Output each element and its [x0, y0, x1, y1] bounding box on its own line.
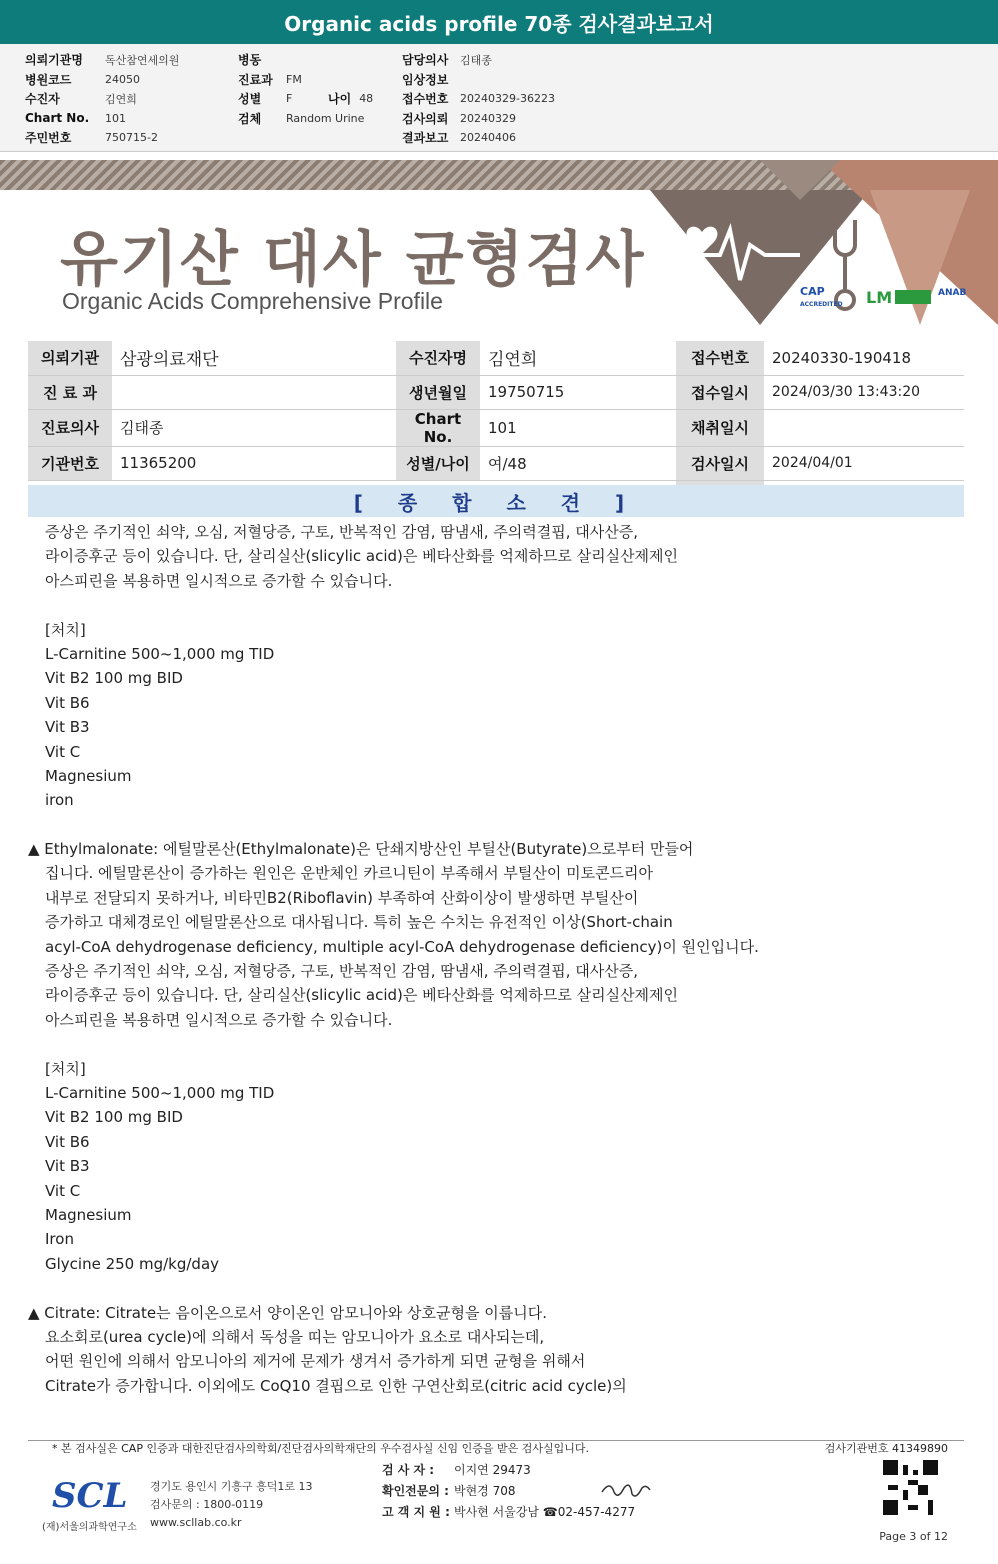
- info-value: 24050: [105, 72, 140, 86]
- info-label: 임상정보: [402, 72, 449, 87]
- confirm-label: 확인전문의 :: [382, 1484, 449, 1498]
- info-label: 결과보고: [402, 131, 449, 146]
- lm-logo: LM: [866, 288, 893, 307]
- info-value: F: [286, 92, 293, 106]
- summary-line: 아스피린을 복용하면 일시적으로 증가할 수 있습니다.: [45, 1010, 393, 1029]
- info-value: 김태종: [460, 53, 492, 67]
- info-label: 주민번호: [25, 131, 72, 146]
- support-value: 박사현 서울강남 ☎02-457-4277: [454, 1505, 636, 1519]
- sex-age-value: 여/48: [480, 446, 676, 480]
- info-value: 독산참연세의원: [105, 53, 180, 67]
- birth-label: 생년월일: [396, 375, 480, 409]
- institution-label: 의뢰기관: [28, 341, 112, 375]
- report-title-bar: [0, 0, 998, 44]
- summary-line: Vit B2 100 mg BID: [45, 1108, 183, 1127]
- info-label: 담당의사: [402, 53, 449, 68]
- test-date-label: 검사일시: [676, 446, 764, 480]
- report-title: Organic acids profile 70종 검사결과보고서: [284, 11, 714, 36]
- request-info-panel: [0, 44, 998, 152]
- sex-age-label: 성별/나이: [396, 446, 480, 480]
- summary-line: Vit B3: [45, 718, 90, 737]
- summary-line: L-Carnitine 500~1,000 mg TID: [45, 644, 275, 663]
- summary-line: Magnesium: [45, 1205, 132, 1224]
- summary-line: [28, 1032, 964, 1056]
- info-label: 성별: [238, 92, 262, 107]
- summary-line: Glycine 250 mg/kg/day: [45, 1254, 220, 1273]
- summary-line: Vit B2 100 mg BID: [45, 669, 183, 688]
- scl-address: 경기도 용인시 기흥구 흥덕1로 13: [150, 1480, 313, 1493]
- summary-line: Vit C: [45, 742, 81, 761]
- summary-line: 어떤 원인에 의해서 암모니아의 제거에 문제가 생겨서 증가하게 되면 균형을 위해서: [45, 1352, 586, 1371]
- info-label: 진료과: [238, 72, 273, 87]
- reception-no-value: 20240330-190418: [764, 341, 964, 375]
- info-label: 검체: [238, 111, 262, 126]
- test-date-value: 2024/04/01: [764, 446, 964, 480]
- dept-label: 진 료 과: [28, 375, 112, 409]
- summary-line: [처치]: [45, 1059, 86, 1078]
- scl-contact: [150, 1478, 313, 1532]
- summary-line: 내부로 전달되지 못하거나, 비타민B2(Riboflavin) 부족하여 산화이상이 발생하면 부틸산이: [45, 888, 639, 907]
- doctor-label: 진료의사: [28, 409, 112, 446]
- support-label: 고 객 지 원 :: [382, 1505, 450, 1519]
- info-label: 검사의뢰: [402, 111, 449, 126]
- info-value: 750715-2: [105, 131, 158, 145]
- dept-value: [112, 375, 396, 409]
- footer-note: * 본 검사실은 CAP 인증과 대한진단검사의학회/진단검사의학재단의 우수검사실 신임 인증을 받은 검사실입니다.: [52, 1442, 590, 1455]
- summary-line: ▲ Citrate: Citrate는 음이온으로서 양이온인 암모니아와 상호균형을 이룹니다.: [28, 1303, 547, 1322]
- info-column-1: [25, 50, 179, 148]
- chart-no-value: 101: [480, 409, 676, 446]
- summary-line: 아스피린을 복용하면 일시적으로 증가할 수 있습니다.: [45, 571, 393, 590]
- summary-line: [28, 1276, 964, 1300]
- info-value: Random Urine: [286, 111, 365, 125]
- summary-heading: [ 종 합 소 견 ]: [28, 485, 964, 517]
- age-label: 나이: [328, 92, 352, 107]
- inst-no-label: 기관번호: [28, 446, 112, 480]
- institution-value: 삼광의료재단: [112, 341, 396, 375]
- scl-logo-subtitle: (재)서울의과학연구소: [42, 1522, 137, 1533]
- tester-value: 이지연 29473: [454, 1463, 531, 1477]
- info-value: FM: [286, 72, 302, 86]
- info-value: 20240406: [460, 131, 516, 145]
- summary-line: acyl-CoA dehydrogenase deficiency, multiple acyl-CoA dehydrogenase deficiency)이 원인입니다.: [45, 937, 759, 956]
- banner-title-korean: 유기산 대사 균형검사: [60, 225, 646, 295]
- scl-website: www.scllab.co.kr: [150, 1516, 242, 1529]
- page-number: Page 3 of 12: [879, 1530, 948, 1543]
- summary-line: 증상은 주기적인 쇠약, 오심, 저혈당증, 구토, 반복적인 감염, 땀냄새, 주의력결핍, 대사산증,: [45, 523, 638, 541]
- info-column-3: [402, 50, 555, 148]
- info-label: 병원코드: [25, 72, 72, 87]
- summary-line: [28, 813, 964, 837]
- info-value: 101: [105, 111, 126, 125]
- reception-date-label: 접수일시: [676, 375, 764, 409]
- info-value: 20240329: [460, 111, 516, 125]
- cap-logo-sub: ACCREDITED: [800, 301, 843, 308]
- scl-logo: SCL: [52, 1476, 128, 1516]
- summary-line: [처치]: [45, 620, 86, 639]
- info-label: 수진자: [25, 92, 60, 107]
- summary-line: ▲ Ethylmalonate: 에틸말론산(Ethylmalonate)은 단쇄지방산인 부틸산(Butyrate)으로부터 만들어: [28, 840, 694, 859]
- inst-no-value: 11365200: [112, 446, 396, 480]
- info-column-2: [238, 50, 373, 128]
- summary-line: Citrate가 증가합니다. 이외에도 CoQ10 결핍으로 인한 구연산회로(citric acid cycle)의: [45, 1376, 627, 1395]
- birth-value: 19750715: [480, 375, 676, 409]
- doctor-value: 김태종: [112, 409, 396, 446]
- summary-line: Vit C: [45, 1181, 81, 1200]
- reception-no-label: 접수번호: [676, 341, 764, 375]
- summary-line: 집니다. 에틸말론산이 증가하는 원인은 운반체인 카르니틴이 부족해서 부틸산이 미토콘드리아: [45, 864, 654, 883]
- summary-line: Vit B6: [45, 693, 90, 712]
- summary-line: 증상은 주기적인 쇠약, 오심, 저혈당증, 구토, 반복적인 감염, 땀냄새, 주의력결핍, 대사산증,: [45, 962, 638, 981]
- footer-inst-code: 검사기관번호 41349890: [824, 1442, 948, 1455]
- summary-line: L-Carnitine 500~1,000 mg TID: [45, 1083, 275, 1102]
- tester-label: 검 사 자 :: [382, 1463, 435, 1477]
- signature-image: [598, 1478, 653, 1502]
- summary-line: 요소회로(urea cycle)에 의해서 독성을 띠는 암모니아가 요소로 대사되는데,: [45, 1327, 545, 1346]
- summary-line: Vit B3: [45, 1157, 90, 1176]
- collect-date-label: 채취일시: [676, 409, 764, 446]
- kolas-logo: [895, 290, 931, 304]
- info-label: 병동: [238, 53, 262, 68]
- info-label: Chart No.: [25, 111, 90, 126]
- scl-phone: 검사문의 : 1800-0119: [150, 1498, 264, 1511]
- info-label: 접수번호: [402, 92, 449, 107]
- summary-line: 라이증후군 등이 있습니다. 단, 살리실산(slicylic acid)은 베타산화를 억제하므로 살리실산제제인: [45, 547, 679, 566]
- qr-code-icon: [883, 1460, 938, 1515]
- info-label: 의뢰기관명: [25, 53, 83, 68]
- cap-logo: [800, 286, 843, 310]
- summary-line: [28, 593, 964, 617]
- title-banner: [0, 160, 998, 325]
- banner-title-english: Organic Acids Comprehensive Profile: [62, 288, 443, 314]
- summary-line: iron: [45, 791, 74, 810]
- anab-logo: ANAB: [938, 288, 967, 298]
- patient-name-value: 김연희: [480, 341, 676, 375]
- confirm-value: 박현경 708: [454, 1484, 516, 1498]
- summary-body: [28, 520, 964, 1398]
- collect-date-value: [764, 409, 964, 446]
- patient-name-label: 수진자명: [396, 341, 480, 375]
- chart-no-label: Chart No.: [396, 409, 480, 446]
- cap-logo-text: CAP: [800, 285, 825, 298]
- info-value: 20240329-36223: [460, 92, 555, 106]
- reception-date-value: 2024/03/30 13:43:20: [764, 375, 964, 409]
- summary-line: 라이증후군 등이 있습니다. 단, 살리실산(slicylic acid)은 베타산화를 억제하므로 살리실산제제인: [45, 986, 679, 1005]
- summary-line: Vit B6: [45, 1132, 90, 1151]
- info-value: 김연희: [105, 92, 137, 106]
- summary-line: Magnesium: [45, 766, 132, 785]
- summary-line: Iron: [45, 1230, 74, 1249]
- summary-line: 증가하고 대체경로인 에틸말론산으로 대사됩니다. 특히 높은 수치는 유전적인 이상(Short-chain: [45, 913, 673, 932]
- age-value: 48: [359, 92, 374, 106]
